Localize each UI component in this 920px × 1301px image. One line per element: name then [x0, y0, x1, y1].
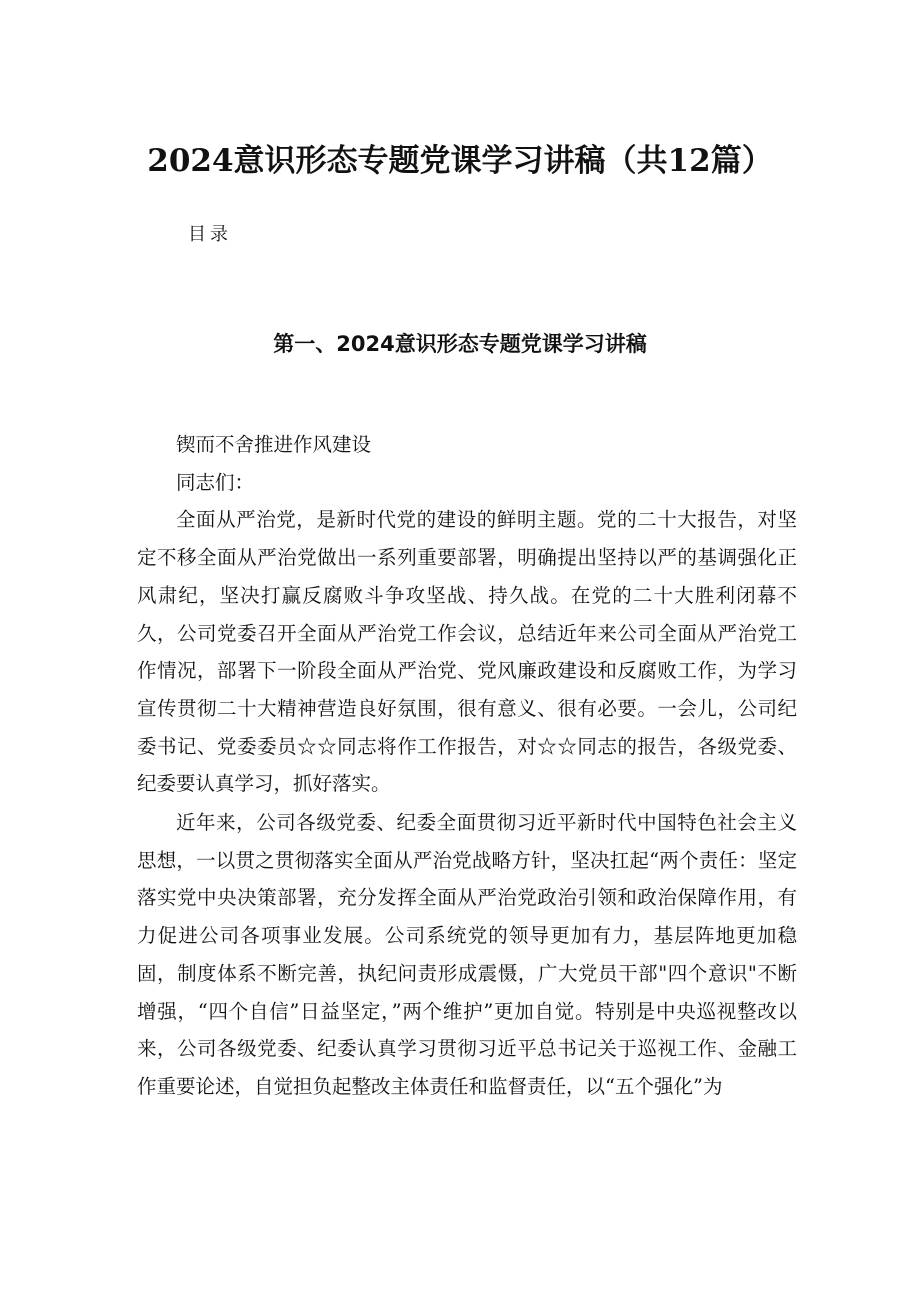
body-paragraph: 近年来，公司各级党委、纪委全面贯彻习近平新时代中国特色社会主义思想，一以贯之贯彻落实全面从严治党战略方针，坚决扛起“两个责任：坚定落实党中央决策部署，充分发挥全面从严治党政治引领和政治保障作用，有力促进公司各项事业发展。公司系统党的领导更加有力，基层阵地更加稳固，制度体系不断完善，执纪问责形成震慑，广大党员干部"四个意识"不断增强，“四个自信”日益坚定，”两个维护”更加自觉。特别是中央巡视整改以来，公司各级党委、纪委认真学习贯彻习近平总书记关于巡视工作、金融工作重要论述，自觉担负起整改主体责任和监督责任，以“五个强化”为: [137, 811, 797, 1098]
section-heading: 第一、2024意识形态专题党课学习讲稿: [273, 332, 647, 356]
body-paragraph: 全面从严治党，是新时代党的建设的鲜明主题。党的二十大报告，对坚定不移全面从严治党做出一系列重要部署，明确提出坚持以严的基调强化正风肃纪，坚决打赢反腐败斗争攻坚战、持久战。在党的二十大胜利闭幕不久，公司党委召开全面从严治党工作会议，总结近年来公司全面从严治党工作情况，部署下一阶段全面从严治党、党风廉政建设和反腐败工作，为学习宣传贯彻二十大精神营造良好氛围，很有意义、很有必要。一会儿，公司纪委书记、党委委员☆☆同志将作工作报告，对☆☆同志的报告，各级党委、纪委要认真学习，抓好落实。: [137, 508, 797, 796]
toc-label: 目录: [188, 224, 232, 245]
salutation: 同志们：: [176, 470, 255, 494]
document-title: 2024意识形态专题党课学习讲稿（共12篇）: [147, 143, 773, 179]
speech-subtitle: 锲而不舍推进作风建设: [176, 433, 372, 456]
body-text: [137, 426, 797, 1106]
